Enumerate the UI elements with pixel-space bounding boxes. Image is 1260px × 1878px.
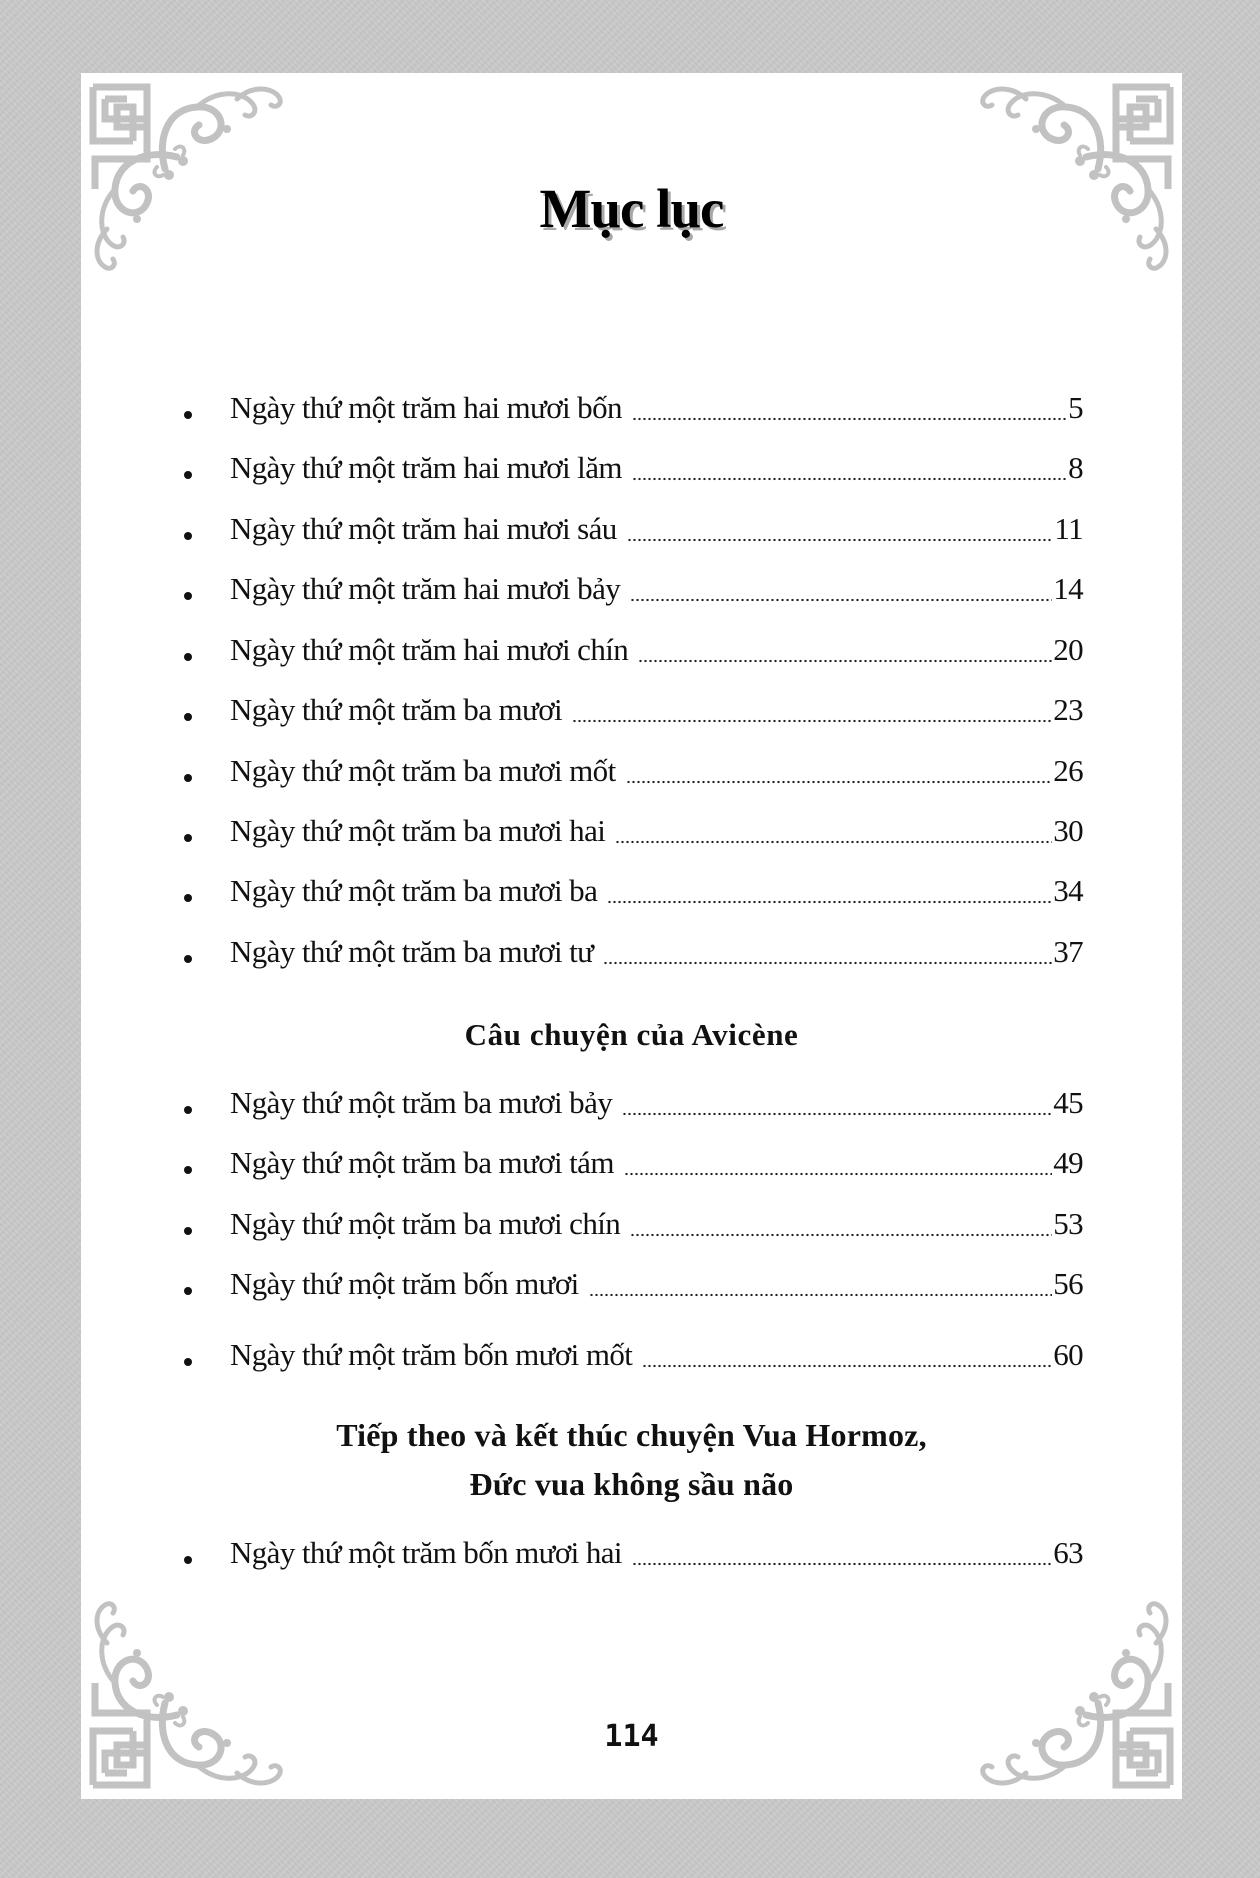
toc-entry[interactable] bbox=[184, 569, 1083, 609]
dot-leader bbox=[638, 633, 1052, 663]
dot-leader bbox=[589, 1267, 1053, 1297]
toc-entry[interactable] bbox=[184, 1143, 1083, 1183]
section-heading-line-2: Đức vua không sầu não bbox=[469, 1466, 794, 1502]
toc-entry-page: 14 bbox=[1053, 571, 1083, 606]
toc-entry-title: Ngày thứ một trăm ba mươi tám bbox=[230, 1145, 614, 1180]
toc-entry[interactable] bbox=[184, 751, 1083, 791]
toc-entry-title: Ngày thứ một trăm hai mươi bốn bbox=[230, 390, 622, 425]
toc-entry[interactable] bbox=[184, 1335, 1083, 1375]
bullet-icon bbox=[184, 630, 194, 670]
toc-entry-title: Ngày thứ một trăm hai mươi bảy bbox=[230, 571, 621, 606]
bullet-icon bbox=[184, 690, 194, 730]
toc-entry[interactable] bbox=[184, 448, 1083, 488]
toc-entry[interactable] bbox=[184, 630, 1083, 670]
corner-ornament-bottom-right-icon bbox=[976, 1601, 1176, 1793]
ornament-svg bbox=[87, 79, 287, 271]
page-number: 114 bbox=[604, 1719, 659, 1754]
document-page bbox=[81, 73, 1182, 1799]
toc-entry-title: Ngày thứ một trăm ba mươi ba bbox=[230, 873, 598, 908]
bullet-icon bbox=[184, 509, 194, 549]
dot-leader bbox=[630, 572, 1052, 602]
toc-entry-page: 49 bbox=[1053, 1145, 1083, 1180]
dot-leader bbox=[572, 693, 1052, 723]
section-heading: Câu chuyện của Avicène bbox=[464, 1017, 799, 1052]
toc-entry-page: 34 bbox=[1053, 873, 1083, 908]
toc-entry-page: 11 bbox=[1054, 511, 1083, 546]
toc-entry-title: Ngày thứ một trăm ba mươi bảy bbox=[230, 1085, 613, 1120]
toc-entry[interactable] bbox=[184, 811, 1083, 851]
toc-entry[interactable] bbox=[184, 1264, 1083, 1304]
dot-leader bbox=[615, 814, 1052, 844]
toc-entry[interactable] bbox=[184, 871, 1083, 911]
toc-entry-title: Ngày thứ một trăm bốn mươi hai bbox=[230, 1535, 622, 1570]
toc-entry-title: Ngày thứ một trăm hai mươi sáu bbox=[230, 511, 617, 546]
toc-entry-title: Ngày thứ một trăm ba mươi mốt bbox=[230, 753, 616, 788]
toc-entry-page: 63 bbox=[1053, 1535, 1083, 1570]
toc-entry[interactable] bbox=[184, 932, 1083, 972]
toc-entry-page: 56 bbox=[1053, 1266, 1083, 1301]
toc-entry-page: 20 bbox=[1053, 632, 1083, 667]
toc-entry-title: Ngày thứ một trăm ba mươi tư bbox=[230, 934, 594, 969]
dot-leader bbox=[632, 391, 1067, 421]
bullet-icon bbox=[184, 1083, 194, 1123]
corner-ornament-bottom-left-icon bbox=[87, 1601, 287, 1793]
toc-entry-title: Ngày thứ một trăm hai mươi lăm bbox=[230, 450, 622, 485]
bullet-icon bbox=[184, 1335, 194, 1375]
bullet-icon bbox=[184, 932, 194, 972]
dot-leader bbox=[607, 874, 1052, 904]
bullet-icon bbox=[184, 569, 194, 609]
toc-entry-page: 23 bbox=[1053, 692, 1083, 727]
toc-entry[interactable] bbox=[184, 1533, 1083, 1573]
dot-leader bbox=[642, 1338, 1052, 1368]
bullet-icon bbox=[184, 811, 194, 851]
bullet-icon bbox=[184, 448, 194, 488]
bullet-icon bbox=[184, 388, 194, 428]
toc-entry-title: Ngày thứ một trăm hai mươi chín bbox=[230, 632, 629, 667]
toc-entry-title: Ngày thứ một trăm bốn mươi bbox=[230, 1266, 579, 1301]
toc-entry-page: 5 bbox=[1068, 390, 1083, 425]
dot-leader bbox=[626, 754, 1053, 784]
bullet-icon bbox=[184, 1264, 194, 1304]
dot-leader bbox=[627, 512, 1054, 542]
corner-ornament-top-left-icon bbox=[87, 79, 287, 271]
toc-entry-title: Ngày thứ một trăm ba mươi hai bbox=[230, 813, 606, 848]
toc-entry-title: Ngày thứ một trăm bốn mươi mốt bbox=[230, 1337, 633, 1372]
dot-leader bbox=[632, 1536, 1052, 1566]
dot-leader bbox=[603, 935, 1052, 965]
toc-entry-page: 45 bbox=[1053, 1085, 1083, 1120]
bullet-icon bbox=[184, 751, 194, 791]
dot-leader bbox=[622, 1086, 1052, 1116]
toc-entry-page: 37 bbox=[1053, 934, 1083, 969]
toc-entry[interactable] bbox=[184, 1083, 1083, 1123]
dot-leader bbox=[630, 1207, 1052, 1237]
ornament-svg bbox=[976, 79, 1176, 271]
toc-entry[interactable] bbox=[184, 388, 1083, 428]
toc-entry-title: Ngày thứ một trăm ba mươi bbox=[230, 692, 563, 727]
toc-entry-page: 26 bbox=[1053, 753, 1083, 788]
page-title: Mục lục bbox=[539, 178, 724, 239]
ornament-svg bbox=[976, 1601, 1176, 1793]
bullet-icon bbox=[184, 1143, 194, 1183]
bullet-icon bbox=[184, 1533, 194, 1573]
toc-entry-page: 53 bbox=[1053, 1206, 1083, 1241]
toc-entry[interactable] bbox=[184, 509, 1083, 549]
toc-entry[interactable] bbox=[184, 1204, 1083, 1244]
toc-entry-page: 60 bbox=[1053, 1337, 1083, 1372]
toc-entry-page: 30 bbox=[1053, 813, 1083, 848]
ornament-svg bbox=[87, 1601, 287, 1793]
section-heading-line-1: Tiếp theo và kết thúc chuyện Vua Hormoz, bbox=[336, 1417, 927, 1453]
dot-leader bbox=[632, 451, 1067, 481]
toc-entry-page: 8 bbox=[1068, 450, 1083, 485]
corner-ornament-top-right-icon bbox=[976, 79, 1176, 271]
dot-leader bbox=[624, 1146, 1052, 1176]
toc-entry-title: Ngày thứ một trăm ba mươi chín bbox=[230, 1206, 621, 1241]
bullet-icon bbox=[184, 871, 194, 911]
toc-entry[interactable] bbox=[184, 690, 1083, 730]
bullet-icon bbox=[184, 1204, 194, 1244]
